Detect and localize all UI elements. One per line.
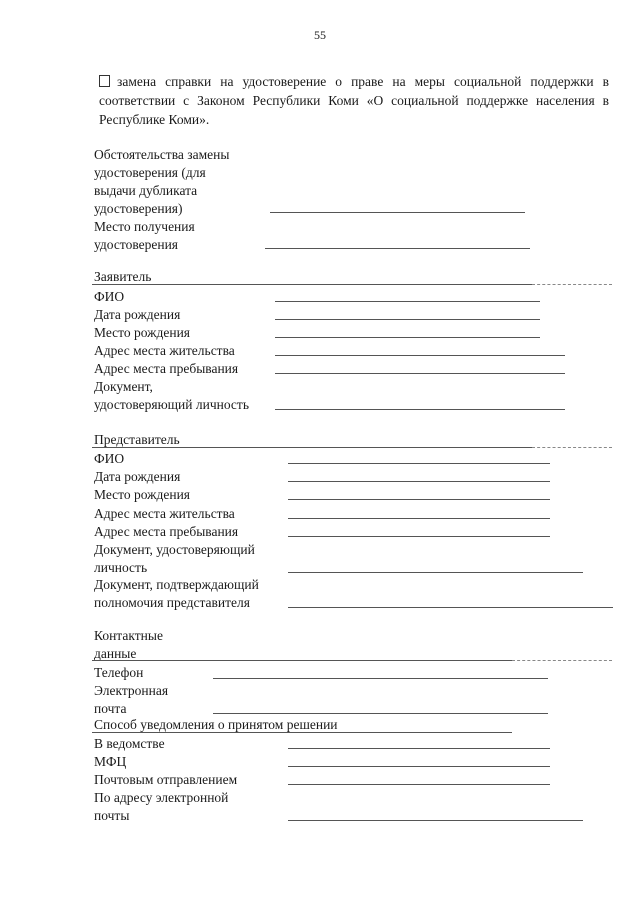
applicant-residence-label: Адрес места жительства	[94, 343, 235, 358]
representative-heading-rule	[92, 447, 532, 448]
contacts-email-field[interactable]	[213, 713, 548, 714]
place-label-line-1: Место получения	[94, 219, 195, 234]
representative-birth-place-label: Место рождения	[94, 487, 191, 502]
notification-post-field[interactable]	[288, 784, 550, 785]
intro-paragraph	[99, 72, 609, 129]
representative-fio-field[interactable]	[288, 463, 550, 464]
contacts-heading-rule	[92, 660, 512, 661]
contacts-email-label-line-1: Электронная	[94, 683, 169, 698]
circumstances-label-line-1: Обстоятельства замены	[94, 147, 230, 162]
contacts-heading-rule-dashed	[512, 660, 612, 661]
representative-residence-label: Адрес места жительства	[94, 506, 235, 521]
notification-email-label-line-1: По адресу электронной	[94, 790, 229, 805]
applicant-residence-field[interactable]	[275, 355, 565, 356]
representative-birth-date-label: Дата рождения	[94, 469, 181, 484]
applicant-birth-date-field[interactable]	[275, 319, 540, 320]
place-label-line-2: удостоверения	[94, 237, 179, 252]
circumstances-label-line-3: выдачи дубликата	[94, 183, 198, 198]
checkbox-icon[interactable]	[99, 75, 110, 87]
applicant-id-doc-field[interactable]	[275, 409, 565, 410]
contacts-email-label-line-2: почта	[94, 701, 127, 716]
applicant-stay-label: Адрес места пребывания	[94, 361, 239, 376]
representative-stay-label: Адрес места пребывания	[94, 524, 239, 539]
representative-id-doc-field[interactable]	[288, 572, 583, 573]
notification-post-label: Почтовым отправлением	[94, 772, 238, 787]
page-number: 55	[314, 28, 326, 42]
applicant-fio-label: ФИО	[94, 289, 125, 304]
representative-authority-field[interactable]	[288, 607, 613, 608]
applicant-id-doc-label-line-1: Документ,	[94, 379, 153, 394]
notification-mfc-label: МФЦ	[94, 754, 127, 769]
representative-stay-field[interactable]	[288, 536, 550, 537]
representative-authority-label-line-2: полномочия представителя	[94, 595, 250, 610]
applicant-birth-place-label: Место рождения	[94, 325, 191, 340]
applicant-heading-rule-dashed	[532, 284, 612, 285]
notification-heading-rule	[92, 732, 512, 733]
representative-heading-rule-dashed	[532, 447, 612, 448]
contacts-phone-field[interactable]	[213, 678, 548, 679]
contacts-phone-label: Телефон	[94, 665, 144, 680]
contacts-heading-line-1: Контактные	[94, 628, 163, 643]
representative-id-doc-label-line-1: Документ, удостоверяющий	[94, 542, 255, 557]
notification-department-field[interactable]	[288, 748, 550, 749]
representative-fio-label: ФИО	[94, 451, 125, 466]
circumstances-field-line[interactable]	[270, 212, 525, 213]
applicant-birth-date-label: Дата рождения	[94, 307, 181, 322]
circumstances-label-line-2: удостоверения (для	[94, 165, 206, 180]
applicant-heading-rule	[92, 284, 532, 285]
notification-mfc-field[interactable]	[288, 766, 550, 767]
applicant-heading: Заявитель	[94, 269, 152, 284]
notification-email-label-line-2: почты	[94, 808, 130, 823]
representative-heading: Представитель	[94, 432, 180, 447]
representative-birth-date-field[interactable]	[288, 481, 550, 482]
applicant-birth-place-field[interactable]	[275, 337, 540, 338]
applicant-fio-field[interactable]	[275, 301, 540, 302]
applicant-stay-field[interactable]	[275, 373, 565, 374]
notification-email-field[interactable]	[288, 820, 583, 821]
notification-heading: Способ уведомления о принятом решении	[94, 717, 338, 732]
representative-residence-field[interactable]	[288, 518, 550, 519]
applicant-id-doc-label-line-2: удостоверяющий личность	[94, 397, 249, 412]
representative-authority-label-line-1: Документ, подтверждающий	[94, 577, 259, 592]
notification-department-label: В ведомстве	[94, 736, 165, 751]
contacts-heading-line-2: данные	[94, 646, 137, 661]
circumstances-label-line-4: удостоверения)	[94, 201, 183, 216]
representative-birth-place-field[interactable]	[288, 499, 550, 500]
intro-text: замена справки на удостоверение о праве на меры социальной поддержки в соответствии с Законом Республики Коми «О социальной поддержке населения в Республике Коми».	[99, 74, 609, 127]
place-field-line[interactable]	[265, 248, 530, 249]
representative-id-doc-label-line-2: личность	[94, 560, 148, 575]
